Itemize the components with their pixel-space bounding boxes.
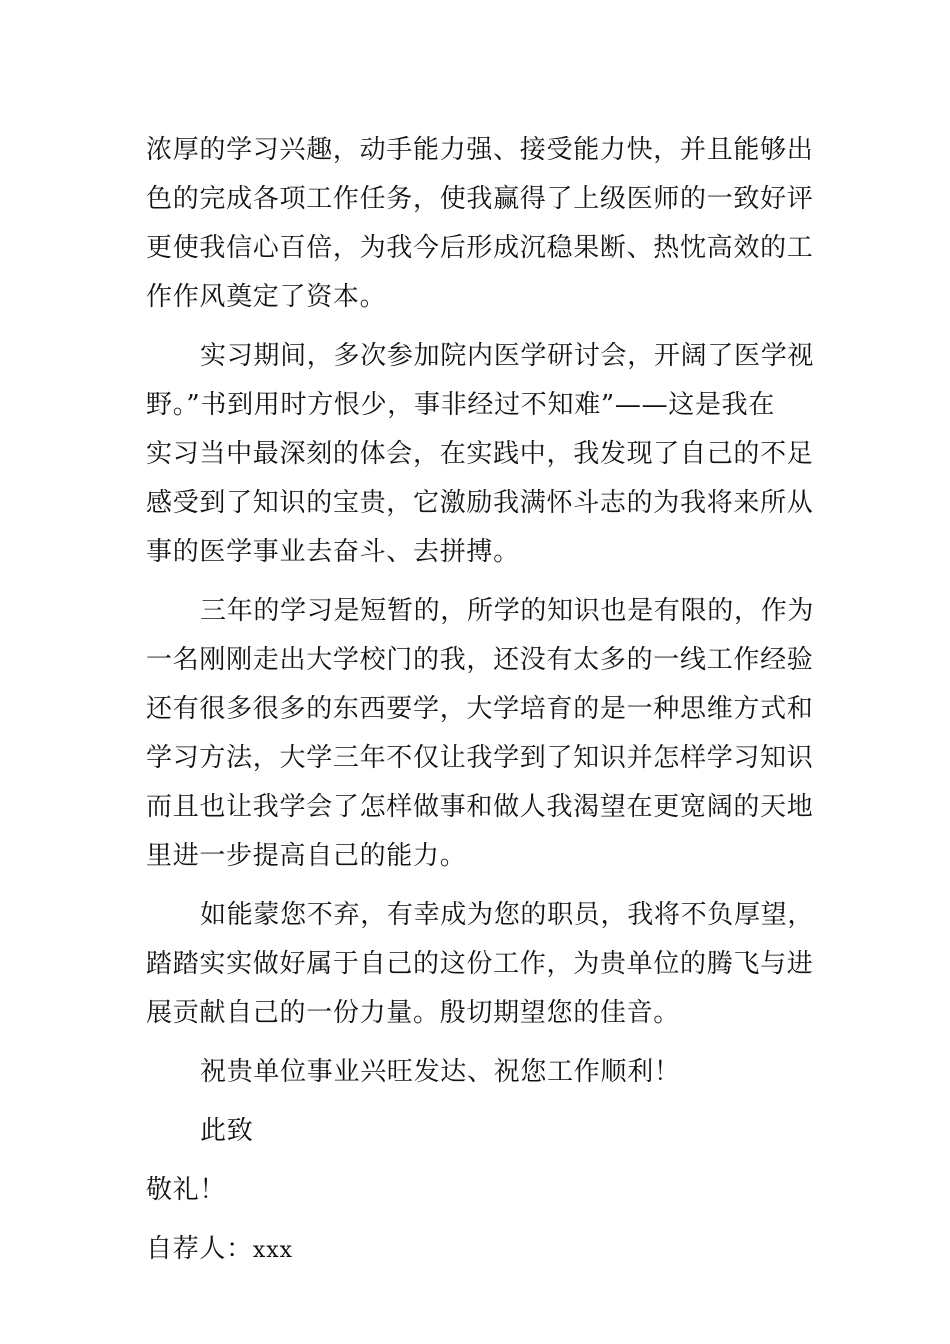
paragraph-gap — [146, 881, 809, 891]
paragraph-4-line-1: 如能蒙您不弃，有幸成为您的职员，我将不负厚望， — [200, 900, 815, 930]
paragraph-2 — [146, 332, 815, 577]
paragraph-1-line-4: 作作风奠定了资本。 — [146, 282, 387, 312]
paragraph-3 — [146, 587, 815, 881]
paragraph-3-line-5: 而且也让我学会了怎样做事和做人我渴望在更宽阔的天地 — [146, 792, 814, 822]
signature-line — [146, 1225, 809, 1274]
paragraph-1 — [146, 126, 814, 322]
signature-name: xxx — [252, 1238, 294, 1263]
paragraph-2-line-5: 事的医学事业去奋斗、去拼搏。 — [146, 537, 520, 567]
paragraph-2-line-3: 实习当中最深刻的体会，在实践中，我发现了自己的不足 — [146, 439, 814, 469]
paragraph-3-line-3: 还有很多很多的东西要学，大学培育的是一种思维方式和 — [146, 694, 814, 724]
paragraph-gap — [146, 1215, 809, 1225]
closing-salutation: 此致 — [200, 1116, 254, 1146]
paragraph-4-line-2: 踏踏实实做好属于自己的这份工作，为贵单位的腾飞与进 — [146, 949, 814, 979]
paragraph-gap — [146, 1038, 809, 1048]
paragraph-1-line-2: 色的完成各项工作任务，使我赢得了上级医师的一致好评 — [146, 184, 814, 214]
paragraph-2-line-1: 实习期间，多次参加院内医学研讨会，开阔了医学视 — [200, 341, 815, 371]
paragraph-3-line-4: 学习方法，大学三年不仅让我学到了知识并怎样学习知识 — [146, 743, 814, 773]
paragraph-gap — [146, 1156, 809, 1166]
paragraph-gap — [146, 577, 809, 587]
paragraph-3-line-6: 里进一步提高自己的能力。 — [146, 841, 467, 871]
paragraph-gap — [146, 1097, 809, 1107]
letter-content — [146, 126, 815, 1274]
closing-wish: 祝贵单位事业兴旺发达、祝您工作顺利！ — [200, 1057, 681, 1087]
paragraph-3-line-1: 三年的学习是短暂的，所学的知识也是有限的，作为 — [200, 596, 815, 626]
paragraph-2-line-2: 野。”书到用时方恨少，事非经过不知难”——这是我在 — [146, 390, 776, 420]
closing-respect: 敬礼！ — [146, 1175, 227, 1205]
paragraph-2-line-4: 感受到了知识的宝贵，它激励我满怀斗志的为我将来所从 — [146, 488, 814, 518]
paragraph-gap — [146, 322, 809, 332]
paragraph-3-line-2: 一名刚刚走出大学校门的我，还没有太多的一线工作经验 — [146, 645, 814, 675]
signature-label: 自荐人： — [146, 1234, 253, 1264]
paragraph-1-line-3: 更使我信心百倍，为我今后形成沉稳果断、热忱高效的工 — [146, 233, 814, 263]
paragraph-4-line-3: 展贡献自己的一份力量。殷切期望您的佳音。 — [146, 998, 681, 1028]
paragraph-4 — [146, 891, 815, 1038]
paragraph-1-line-1: 浓厚的学习兴趣，动手能力强、接受能力快，并且能够出 — [146, 135, 814, 165]
